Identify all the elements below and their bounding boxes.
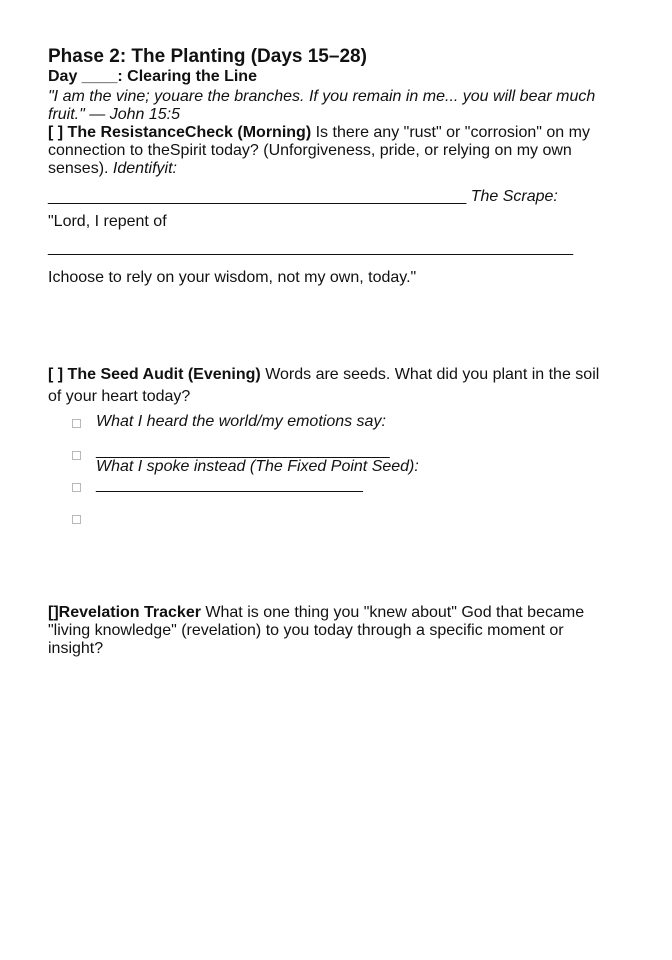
- spoke-blank: ______________________________: [96, 476, 363, 493]
- resistance-check-section: [48, 124, 608, 178]
- spoke-label: What I spoke instead (The Fixed Point Seed):: [96, 458, 419, 475]
- checkbox-icon[interactable]: [72, 483, 81, 492]
- phase-title: Phase 2: The Planting (Days 15–28): [48, 46, 367, 67]
- seed-audit-label: [ ] The Seed Audit (Evening): [48, 366, 261, 383]
- choose-text: Ichoose to rely on your wisdom, not my own, today.": [48, 269, 417, 286]
- seed-audit-prompt: Words are seeds. What did you plant in the soil of your heart today?: [48, 366, 600, 405]
- day-heading: Day ____: Clearing the Line: [48, 68, 257, 85]
- revelation-tracker-label: []Revelation Tracker: [48, 604, 201, 621]
- checkbox-icon[interactable]: [72, 515, 81, 524]
- resistance-check-prompt: Is there any "rust" or "corrosion" on my connection to theSpirit today? (Unforgiveness, pride, or relying on my own senses).: [48, 124, 590, 177]
- checkbox-icon[interactable]: [72, 419, 81, 428]
- identify-blank: _______________________________________________: [48, 188, 467, 205]
- checkbox-icon[interactable]: [72, 451, 81, 460]
- resistance-check-label: [ ] The ResistanceCheck (Morning): [48, 124, 312, 141]
- repent-blank: ___________________________________________________________: [48, 239, 574, 256]
- scrape-label: The Scrape:: [470, 188, 558, 205]
- heard-blank: _________________________________: [96, 442, 390, 459]
- identify-line: [48, 188, 558, 206]
- heard-label: What I heard the world/my emotions say:: [96, 413, 386, 430]
- revelation-tracker-prompt: What is one thing you "knew about" God that became "living knowledge" (revelation) to you today through a specific moment or insight?: [48, 604, 585, 657]
- revelation-tracker-section: [48, 604, 608, 658]
- scripture-verse: "I am the vine; youare the branches. If you remain in me... you will bear much fruit." — John 15:5: [48, 88, 596, 123]
- seed-audit-section: [48, 364, 608, 408]
- identify-label: Identifyit:: [112, 160, 177, 177]
- repent-text: "Lord, I repent of: [48, 213, 167, 230]
